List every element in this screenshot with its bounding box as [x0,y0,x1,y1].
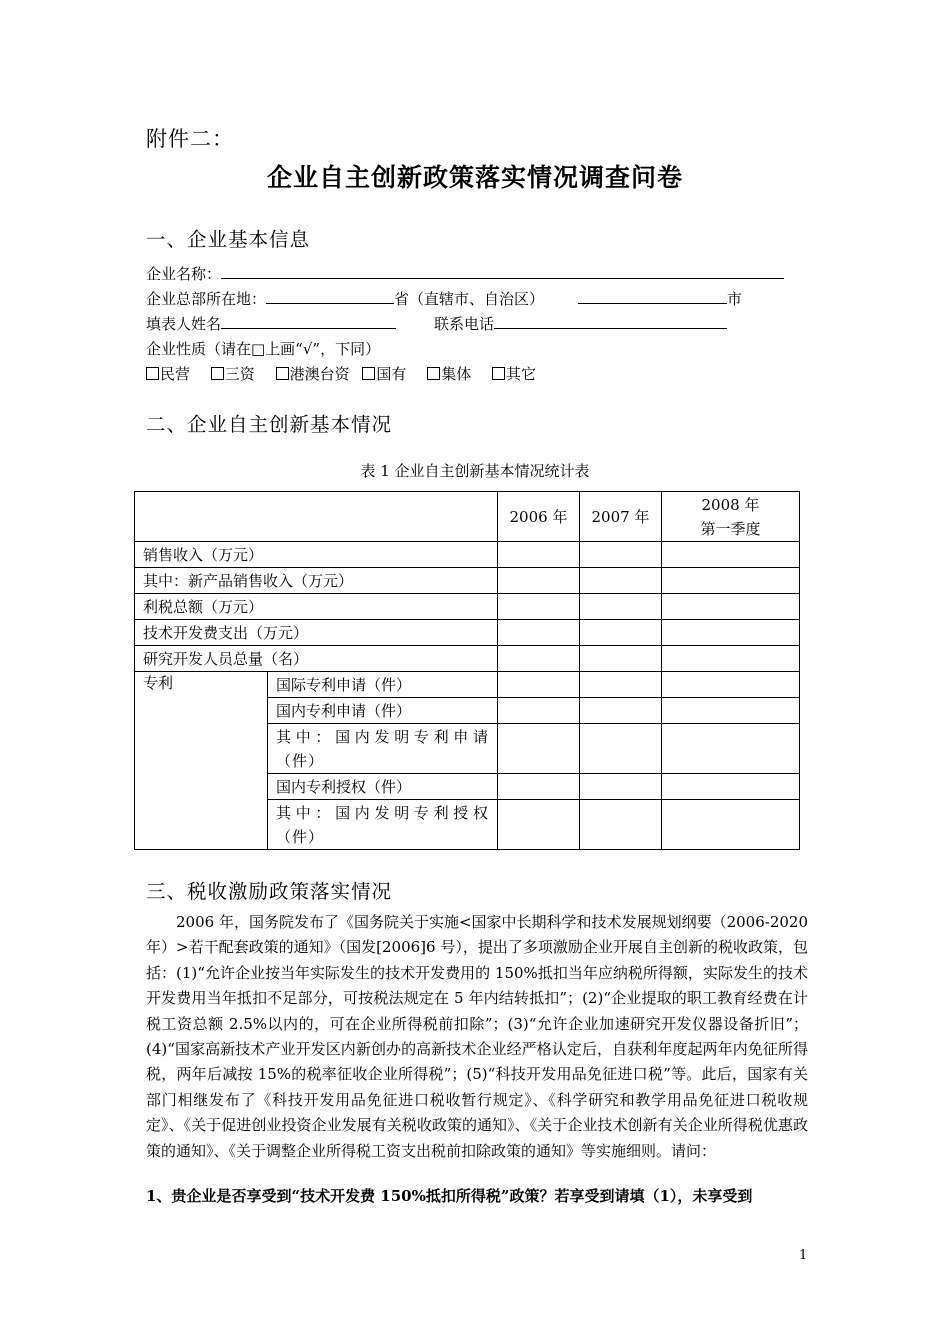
city-field[interactable] [578,288,727,304]
nature-options [146,363,552,384]
table-row [135,620,800,646]
data-cell[interactable] [662,672,800,698]
document-title: 企业自主创新政策落实情况调查问卷 [266,163,683,192]
data-cell[interactable] [662,568,800,594]
option-collective[interactable]: 集体 [427,365,471,383]
header-2008-q1: 2008 年 第一季度 [662,492,800,542]
section-3-heading: 三、税收激励政策落实情况 [146,880,393,903]
data-cell[interactable] [662,800,800,850]
data-cell[interactable] [498,774,580,800]
data-cell[interactable] [498,542,580,568]
row-label: 其中：新产品销售收入（万元） [135,568,498,594]
table-row [135,646,800,672]
row-label: 国内专利授权（件） [268,774,498,800]
data-cell[interactable] [662,646,800,672]
patent-group-label: 专利 [135,672,268,850]
data-cell[interactable] [498,646,580,672]
section-1-heading: 一、企业基本信息 [146,228,311,251]
policy-paragraph [146,910,808,1164]
filler-label: 填表人姓名 [146,315,222,333]
table-row [135,568,800,594]
data-cell[interactable] [662,542,800,568]
row-label: 研究开发人员总量（名） [135,646,498,672]
data-cell[interactable] [580,646,662,672]
section-2-heading: 二、企业自主创新基本情况 [146,413,393,436]
data-cell[interactable] [498,594,580,620]
data-cell[interactable] [580,568,662,594]
data-cell[interactable] [498,724,580,774]
option-state-owned[interactable]: 国有 [362,365,406,383]
row-label: 其中：国内发明专利授权（件） [268,800,498,850]
data-cell[interactable] [498,672,580,698]
company-name-field[interactable] [221,263,784,279]
hq-label: 企业总部所在地： [146,290,267,308]
data-cell[interactable] [662,594,800,620]
row-label: 技术开发费支出（万元） [135,620,498,646]
checkbox-icon[interactable] [276,367,289,380]
checkbox-icon[interactable] [211,367,224,380]
table-header-row [135,492,800,542]
contact-line [146,313,727,334]
data-cell[interactable] [498,620,580,646]
data-cell[interactable] [580,698,662,724]
data-cell[interactable] [580,620,662,646]
data-cell[interactable] [498,568,580,594]
phone-label: 联系电话 [434,315,495,333]
table-row [135,594,800,620]
policy-text: 2006 年，国务院发布了《国务院关于实施<国家中长期科学和技术发展规划纲要（2006-2020 年）>若干配套政策的通知》（国发[2006]6 号），提出了多项激励企业开展自主创新的税收政策，包括：(1)“允许企业按当年实际发生的技术开发费用的 150%抵扣当年应纳税所得额，实际发生的技术开发费用当年抵扣不足部分，可按税法规定在 5 年内结转抵扣”；(2)“企业提取的职工教育经费在计税工资总额 2.5%以内的，可在企业所得税前扣除”；(3)“允许企业加速研究开发仪器设备折旧”；(4)“国家高新技术产业开发区内新创办的高新技术企业经严格认定后，自获利年度起两年内免征所得税，两年后减按 15%的税率征收企业所得税”；(5)“科技开发用品免征进口税”等。此后，国家有关部门相继发布了《科技开发用品免征进口税收暂行规定》、《科学研究和教学用品免征进口税收规定》、《关于促进创业投资企业发展有关税收政策的通知》、《关于企业技术创新有关企业所得税优惠政策的通知》、《关于调整企业所得税工资支出税前扣除政策的通知》等实施细则。请问： [146,913,808,1160]
header-2007: 2007 年 [580,492,662,542]
row-label: 国际专利申请（件） [268,672,498,698]
phone-field[interactable] [494,313,727,329]
data-cell[interactable] [580,594,662,620]
data-cell[interactable] [580,800,662,850]
option-hk-macao-taiwan[interactable]: 港澳台资 [276,365,350,383]
data-cell[interactable] [662,774,800,800]
province-field[interactable] [266,288,394,304]
province-label: 省（直辖市、自治区） [394,290,545,308]
attachment-label: 附件二： [146,127,234,151]
checkbox-icon[interactable] [427,367,440,380]
table-row [135,542,800,568]
data-cell[interactable] [580,724,662,774]
checkbox-icon[interactable] [146,367,159,380]
data-cell[interactable] [498,800,580,850]
hq-line [146,288,742,309]
data-cell[interactable] [498,698,580,724]
page-number: 1 [799,1248,808,1263]
data-cell[interactable] [580,542,662,568]
innovation-stats-table [134,491,800,850]
checkbox-icon[interactable] [492,367,505,380]
table-caption: 表 1 企业自主创新基本情况统计表 [360,462,590,480]
data-cell[interactable] [662,698,800,724]
data-cell[interactable] [580,672,662,698]
row-label: 其中：国内发明专利申请（件） [268,724,498,774]
option-private[interactable]: 民营 [146,365,190,383]
company-name-label: 企业名称： [146,265,222,283]
option-other[interactable]: 其它 [492,365,536,383]
nature-label: 企业性质（请在□上画“√”，下同） [146,340,381,358]
checkbox-icon[interactable] [362,367,375,380]
row-label: 利税总额（万元） [135,594,498,620]
city-label: 市 [727,290,743,308]
data-cell[interactable] [580,774,662,800]
data-cell[interactable] [662,620,800,646]
filler-name-field[interactable] [221,313,396,329]
row-label: 国内专利申请（件） [268,698,498,724]
header-blank-cell [135,492,498,542]
header-2006: 2006 年 [498,492,580,542]
data-cell[interactable] [662,724,800,774]
row-label: 销售收入（万元） [135,542,498,568]
option-foreign[interactable]: 三资 [211,365,255,383]
question-1: 1、贵企业是否享受到“技术开发费 150%抵扣所得税”政策？若享受到请填（1），未享受到 [146,1187,753,1205]
table-row [135,672,800,698]
company-name-line [146,263,784,284]
